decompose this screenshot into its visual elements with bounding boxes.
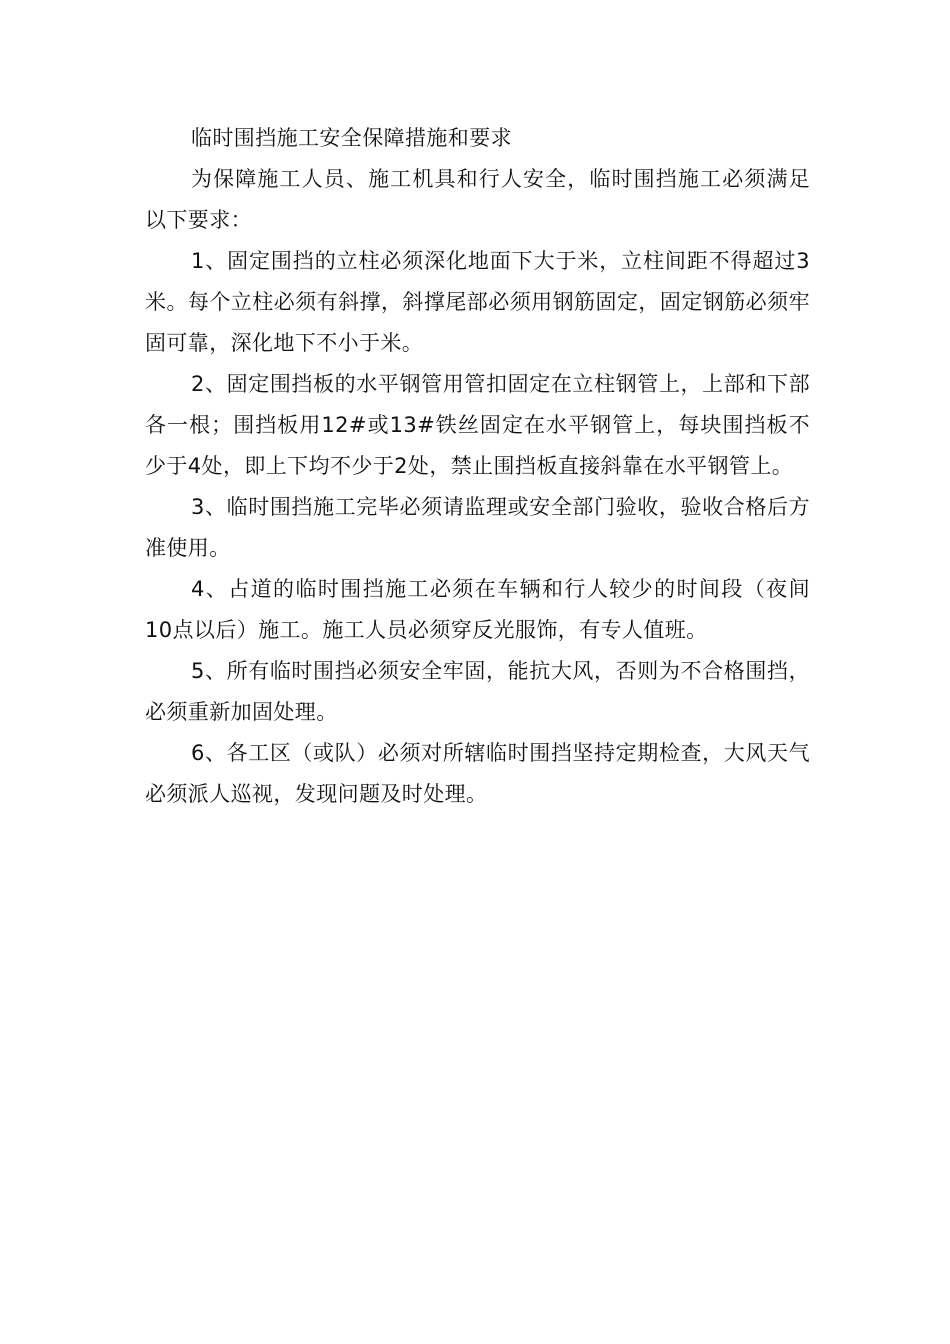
document-title: 临时围挡施工安全保障措施和要求 bbox=[191, 126, 512, 150]
requirement-5-paragraph: 5、所有临时围挡必须安全牢固，能抗大风，否则为不合格围挡，必须重新加固处理。 bbox=[145, 659, 810, 724]
requirement-6-paragraph: 6、各工区（或队）必须对所辖临时围挡坚持定期检查，大风天气必须派人巡视，发现问题及时处理。 bbox=[145, 741, 810, 806]
requirement-2-paragraph: 2、固定围挡板的水平钢管用管扣固定在立柱钢管上，上部和下部各一根；围挡板用12#或13#铁丝固定在水平钢管上，每块围挡板不少于4处，即上下均不少于2处，禁止围挡板直接斜靠在水平钢管上。 bbox=[145, 372, 810, 478]
requirement-3-paragraph: 3、临时围挡施工完毕必须请监理或安全部门验收，验收合格后方准使用。 bbox=[145, 495, 810, 560]
document-body bbox=[145, 118, 810, 815]
requirement-1-paragraph: 1、固定围挡的立柱必须深化地面下大于米，立柱间距不得超过3米。每个立柱必须有斜撑，斜撑尾部必须用钢筋固定，固定钢筋必须牢固可靠，深化地下不小于米。 bbox=[145, 249, 810, 355]
requirement-4-paragraph: 4、占道的临时围挡施工必须在车辆和行人较少的时间段（夜间10点以后）施工。施工人员必须穿反光服饰，有专人值班。 bbox=[145, 577, 810, 642]
intro-paragraph: 为保障施工人员、施工机具和行人安全，临时围挡施工必须满足以下要求： bbox=[145, 167, 810, 232]
